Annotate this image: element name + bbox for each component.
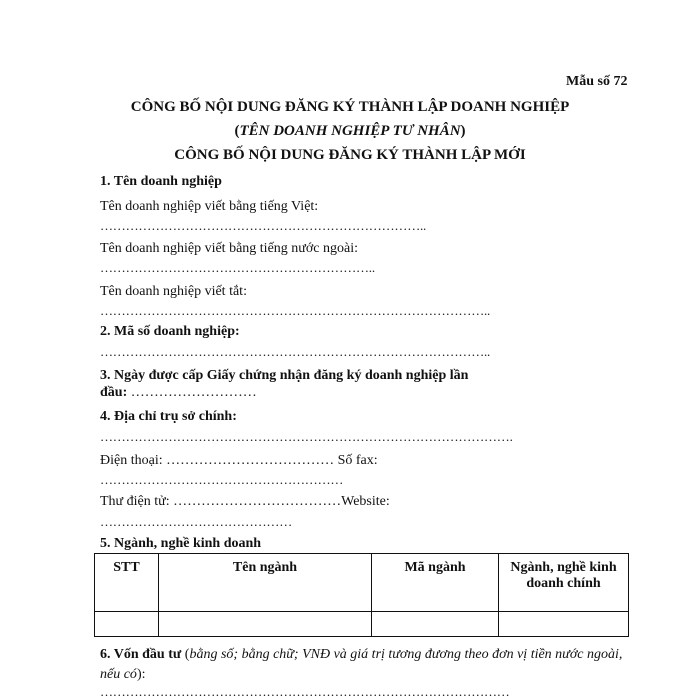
announcement-type-title: CÔNG BỐ NỘI DUNG ĐĂNG KÝ THÀNH LẬP MỚI	[174, 147, 526, 163]
phone-field[interactable]: ………………………………	[166, 453, 335, 468]
enterprise-code-field[interactable]: ………………………………………………………………………………..	[100, 344, 491, 359]
email-website-line	[100, 494, 390, 510]
email-field[interactable]: ………………………………	[173, 494, 342, 509]
note-paren-close: ):	[136, 667, 146, 682]
phone-fax-line	[100, 453, 378, 469]
col-header-main-line: Ngành, nghề kinh doanh chính	[499, 554, 629, 612]
section3-heading: 3. Ngày được cấp Giấy chứng nhận đăng ký doanh nghiệp lần	[100, 368, 469, 383]
table-cell[interactable]	[499, 612, 629, 637]
email-label: Thư điện tử:	[100, 494, 170, 509]
issue-date-field[interactable]: ………………………	[130, 385, 257, 400]
section6-title: 6. Vốn đầu tư	[100, 647, 182, 662]
section3-line2	[100, 385, 257, 401]
short-name-label: Tên doanh nghiệp viết tắt:	[100, 284, 247, 299]
section6-heading	[100, 645, 640, 685]
section4-heading: 4. Địa chỉ trụ sở chính:	[100, 409, 237, 424]
paren-open: (	[234, 123, 240, 139]
investment-field[interactable]: ……………………………………………………………………………………	[100, 684, 510, 699]
section1-heading: 1. Tên doanh nghiệp	[100, 174, 222, 189]
table-cell[interactable]	[372, 612, 499, 637]
fax-label: Số fax:	[337, 453, 378, 468]
main-title: CÔNG BỐ NỘI DUNG ĐĂNG KÝ THÀNH LẬP DOANH NGHIỆP	[130, 99, 570, 115]
address-field[interactable]: …………………………………………………………………………………….	[100, 429, 513, 444]
fax-field[interactable]: …………………………………………………	[100, 472, 344, 487]
form-number: Mẫu số 72	[566, 74, 628, 89]
section3-heading-cont: đầu:	[100, 385, 128, 400]
table-cell[interactable]	[159, 612, 372, 637]
table-cell[interactable]	[95, 612, 159, 637]
investment-note: bằng số; bằng chữ; VNĐ và giá trị tương đương theo đơn vị tiền nước ngoài, nếu có	[100, 647, 623, 682]
short-name-field[interactable]: ………………………………………………………………………………..	[100, 303, 491, 318]
table-header-row	[95, 554, 629, 612]
website-label: Website:	[341, 494, 390, 509]
vietnamese-name-label: Tên doanh nghiệp viết bằng tiếng Việt:	[100, 199, 319, 214]
section2-heading: 2. Mã số doanh nghiệp:	[100, 324, 240, 339]
section5-heading: 5. Ngành, nghề kinh doanh	[100, 536, 262, 551]
website-field[interactable]: ………………………………………	[100, 514, 293, 529]
col-header-line-name: Tên ngành	[159, 554, 372, 612]
foreign-name-field[interactable]: ………………………………………………………..	[100, 260, 375, 275]
col-header-stt: STT	[95, 554, 159, 612]
enterprise-type: TÊN DOANH NGHIỆP TƯ NHÂN	[239, 123, 461, 139]
paren-close: )	[460, 123, 466, 139]
note-paren-open: (	[184, 647, 190, 662]
vietnamese-name-field[interactable]: …………………………………………………………………..	[100, 218, 427, 233]
phone-label: Điện thoại:	[100, 453, 163, 468]
col-header-line-code: Mã ngành	[372, 554, 499, 612]
foreign-name-label: Tên doanh nghiệp viết bằng tiếng nước ngoài:	[100, 241, 358, 256]
business-lines-table	[94, 553, 629, 637]
table-row	[95, 612, 629, 637]
enterprise-type-title	[0, 123, 700, 140]
